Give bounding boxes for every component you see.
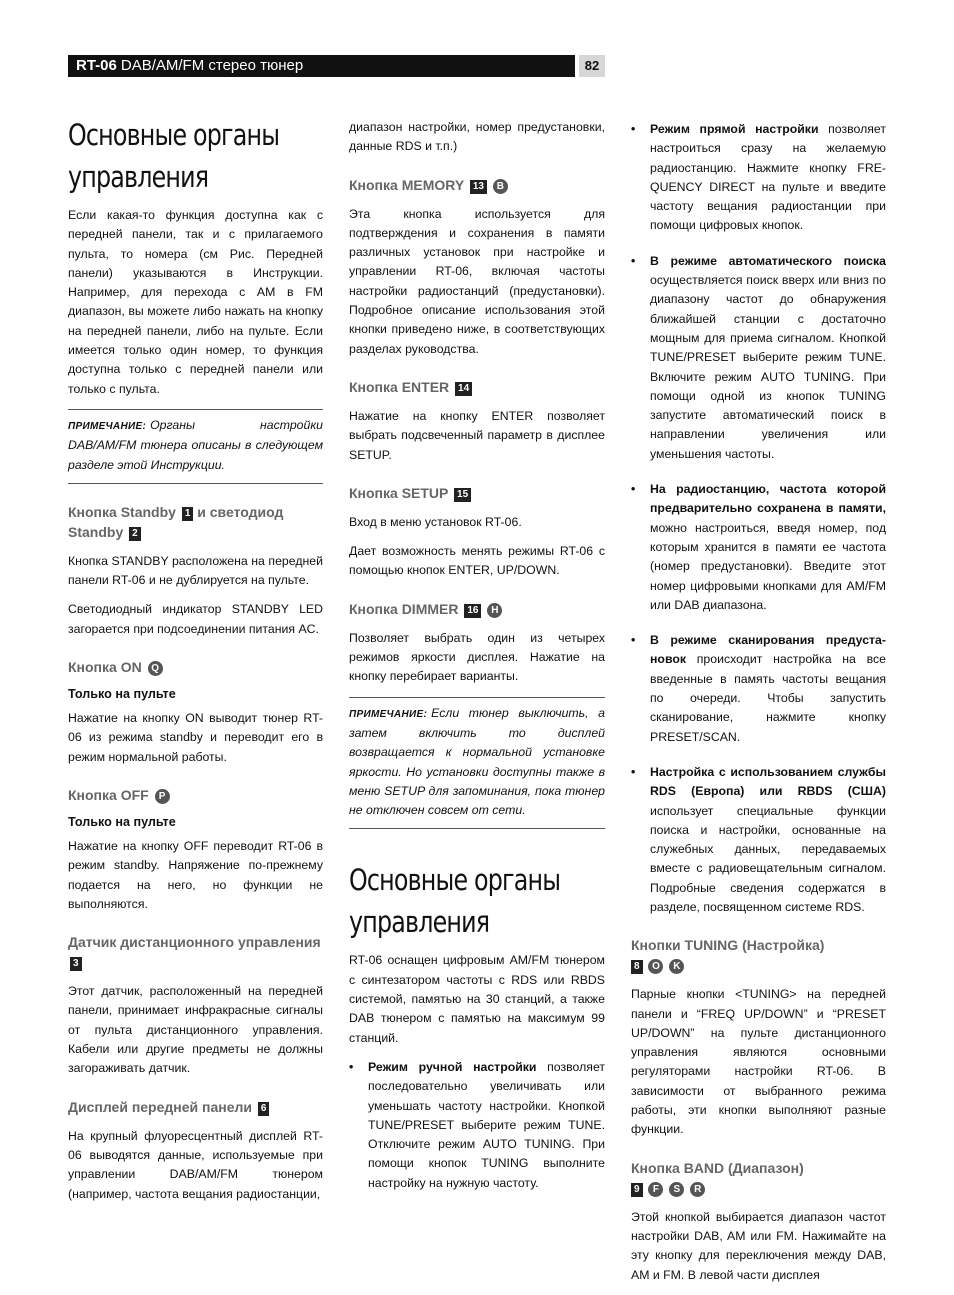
list-item-text: позволяет настроиться сразу на желаемую радиостанцию. Нажмите кнопку FRE-QUENCY DIRECT на пульте и введите частоту вещания радиостанции при помощи цифровых кнопок. — [650, 122, 886, 233]
setup-heading — [349, 483, 605, 503]
list-item-title: В режиме сканирования предуста-новок — [650, 633, 886, 667]
list-item-title: Настройка с использованием службы RDS (Европа) или RBDS (США) — [650, 764, 886, 799]
dimmer-heading-text: Кнопка DIMMER — [349, 600, 459, 617]
remote-ref-badge: R — [690, 1182, 705, 1197]
tuning-modes-list — [349, 1058, 605, 1193]
sensor-paragraph: Этот датчик, расположенный на передней панели, принимает инфракрасные сигналы от пульта дистанционного управления. Кабели или другие предметы не должны загораживать датчик. — [68, 984, 323, 1076]
list-item-text: позволяет последовательно увеличивать или уменьшать частоту настройки. Кнопкой TUNE/PRESET выберите режим TUNE. Отключите режим AUTO TUNING. При помощи кнопок TUNING выполните настройку на нужную частоту. — [368, 1059, 606, 1190]
note-box — [349, 697, 605, 830]
list-item — [631, 480, 886, 615]
memory-heading-text: Кнопка MEMORY — [349, 176, 464, 193]
ref-number: 15 — [454, 488, 471, 502]
list-item-title: На радиостанцию, частота которой предварительно сохранена в памяти, — [650, 482, 886, 516]
display-paragraph: На крупный флуоресцентный дисплей RT-06 выводятся данные, используемые при управлении DAB/AM/FM тюнером (например, частота вещания радиостанции, — [68, 1128, 323, 1201]
off-heading — [68, 785, 323, 805]
setup-heading-text: Кнопка SETUP — [349, 484, 449, 501]
tuning-heading — [631, 935, 886, 975]
ref-number: 14 — [455, 382, 472, 396]
enter-heading-text: Кнопка ENTER — [349, 378, 450, 395]
display-heading-text: Дисплей передней панели — [68, 1098, 253, 1115]
memory-paragraph: Эта кнопка используется для подтверждения и сохранения в памяти различных установок при настройке и управлении RT-06, включая частоты настройки радиостанций (предустановки). Подробное описание использования этой кнопки приведено ниже, в соответствующих разделах руководства. — [349, 206, 605, 356]
list-item-title: Режим прямой настройки — [650, 122, 819, 136]
tuning-paragraph: Парные кнопки <TUNING> на передней панели и “FREQ UP/DOWN” и “PRESET UP/DOWN” на пульте дистанционного управления являются основными регуляторами настройки RT-06. В зависимости от выбранного режима работы, эти кнопки выполняют разные функции. — [631, 987, 886, 1137]
display-heading — [68, 1097, 323, 1117]
enter-heading — [349, 377, 605, 397]
setup-paragraph-1: Вход в меню установок RT-06. — [349, 514, 522, 529]
ref-number: 6 — [258, 1102, 270, 1116]
list-item-text: осуществляется поиск вверх или вниз по диапазону частот до обнаружения ближайшей станции с достаточно мощным для приема сигналом. Кнопкой TUNE/PRESET выберите режим TUNE. Включите режим AUTO TUNING. При помощи одной из кнопок TUNING запустите автоматический поиск в направлении увеличения или уменьшения частоты. — [650, 273, 886, 461]
list-item — [631, 252, 886, 464]
list-item — [349, 1058, 605, 1193]
header-bar — [68, 55, 575, 77]
remote-ref-badge: F — [648, 1182, 663, 1197]
list-item — [631, 120, 886, 236]
section-title: Основные органы управления — [349, 863, 561, 940]
list-item — [631, 631, 886, 747]
remote-ref-badge: B — [493, 179, 508, 194]
dimmer-heading — [349, 599, 605, 619]
standby-led-paragraph: Светодиодный индикатор STANDBY LED загорается при подсоединении питания AC. — [68, 602, 323, 636]
remote-ref-badge: O — [648, 959, 663, 974]
sensor-heading — [68, 932, 323, 972]
off-heading-text: Кнопка OFF — [68, 786, 149, 803]
continued-paragraph: диапазон настройки, номер предустановки, данные RDS и т.п.) — [349, 120, 605, 154]
note-label: ПРИМЕЧАНИЕ: — [349, 708, 428, 720]
sensor-heading-text: Датчик дистанционного управления — [68, 934, 321, 951]
on-heading — [68, 657, 323, 677]
ref-number: 1 — [182, 507, 194, 521]
remote-ref-badge: S — [669, 1182, 684, 1197]
column-3 — [631, 120, 886, 1295]
list-item-text: можно настроиться, введя номер, под которым хранится в памяти ее частота (номер предустановки). Введите этот номер цифровыми кнопками для AM/FM или DAB диапазона. — [650, 520, 886, 612]
standby-heading — [68, 502, 323, 542]
setup-paragraph-2: Дает возможность менять режимы RT-06 с помощью кнопок ENTER, UP/DOWN. — [349, 544, 605, 578]
memory-heading — [349, 175, 605, 195]
standby-heading-text: Кнопка Standby — [68, 503, 176, 520]
remote-ref-badge: H — [487, 603, 502, 618]
on-heading-text: Кнопка ON — [68, 659, 142, 676]
remote-ref-badge: P — [155, 789, 170, 804]
intro-paragraph: Если какая-то функция доступна как с передней панели, так и с прилагаемого пульта, то номера (см Рис. Передней панели) указываются в Инструкции. Например, для перехода с AM в FM диапазон, вы можете либо нажать на кнопку на передней панели, либо на пульте. Если имеется только один номер, то функция доступна только с передней панели или только с пульта. — [68, 208, 323, 396]
remote-ref-badge: K — [669, 959, 684, 974]
remote-ref-badge: Q — [148, 661, 163, 676]
list-item-title: Режим ручной настройки — [368, 1059, 537, 1074]
dimmer-paragraph: Позволяет выбрать один из четырех режимов яркости дисплея. Нажатие на кнопку перебирает варианты. — [349, 630, 605, 684]
note-text: Органы настройки DAB/AM/FM тюнера описаны в следующем разделе этой Инструкции. — [68, 417, 323, 472]
standby-led-heading-text: и светодиод Standby — [68, 503, 284, 540]
note-box — [68, 409, 323, 484]
enter-paragraph: Нажатие на кнопку ENTER позволяет выбрать подсвеченный параметр в дисплее SETUP. — [349, 408, 605, 462]
column-2 — [349, 118, 605, 1209]
band-heading-text: Кнопка BAND (Диапазон) — [631, 1159, 804, 1176]
off-paragraph: Нажатие на кнопку OFF переводит RT-06 в режим standby. Напряжение по-прежнему подается на него, но функции не выполняются. — [68, 838, 323, 911]
list-item-title: В режиме автоматического поиска — [650, 253, 886, 268]
ref-number: 9 — [631, 1183, 643, 1197]
model-name: RT-06 — [76, 57, 117, 74]
standby-paragraph: Кнопка STANDBY расположена на передней панели RT-06 и не дублируется на пульте. — [68, 553, 323, 588]
ref-number: 8 — [631, 960, 643, 974]
remote-only-label: Только на пульте — [68, 687, 176, 702]
ref-number: 16 — [464, 604, 481, 618]
list-item-text: использует специальные функции поиска и настройки, основанные на служебных данных, передаваемых вместе с радиовещательным сигналом. Подробные сведения содержатся в разделе, посвященном системе RDS. — [650, 803, 886, 914]
list-item-text: происходит настройка на все введенные в память частоты вещания по очереди. Чтобы запустить сканирование, нажмите кнопку PRESET/SCAN. — [650, 652, 886, 744]
ref-number: 3 — [70, 957, 82, 971]
header-title: DAB/AM/FM стерео тюнер — [120, 57, 304, 74]
remote-only-label: Только на пульте — [68, 814, 176, 829]
band-heading — [631, 1158, 886, 1198]
note-text: Если тюнер выключить, а затем включить то дисплей возвращается к нормальной установке яркости. Но установки доступны также в меню SETUP для запоминания, пока тюнер не отключен совсем от сети. — [349, 705, 605, 818]
band-paragraph: Этой кнопкой выбирается диапазон частот настройки DAB, AM или FM. Нажимайте на эту кнопку для переключения между DAB, AM и FM. В левой части дисплея — [631, 1209, 886, 1282]
list-item — [631, 763, 886, 917]
note-label: ПРИМЕЧАНИЕ: — [68, 420, 147, 432]
on-paragraph: Нажатие на кнопку ON выводит тюнер RT-06 из режима standby и переводит его в режим нормальной работы. — [68, 711, 323, 764]
column-1 — [68, 114, 323, 1214]
tuning-heading-text: Кнопки TUNING (Настройка) — [631, 937, 825, 954]
ref-number: 2 — [129, 527, 141, 541]
ref-number: 13 — [470, 180, 487, 194]
page-number: 82 — [579, 55, 605, 77]
tuning-modes-list-cont — [631, 120, 886, 917]
tuner-intro-paragraph: RT-06 оснащен цифровым AM/FM тюнером с синтезатором частоты с RDS или RBDS системой, памятью на 30 станций, а также DAB тюнером с памятью на максимум 99 станций. — [349, 953, 605, 1045]
section-title: Основные органы управления — [68, 118, 280, 194]
